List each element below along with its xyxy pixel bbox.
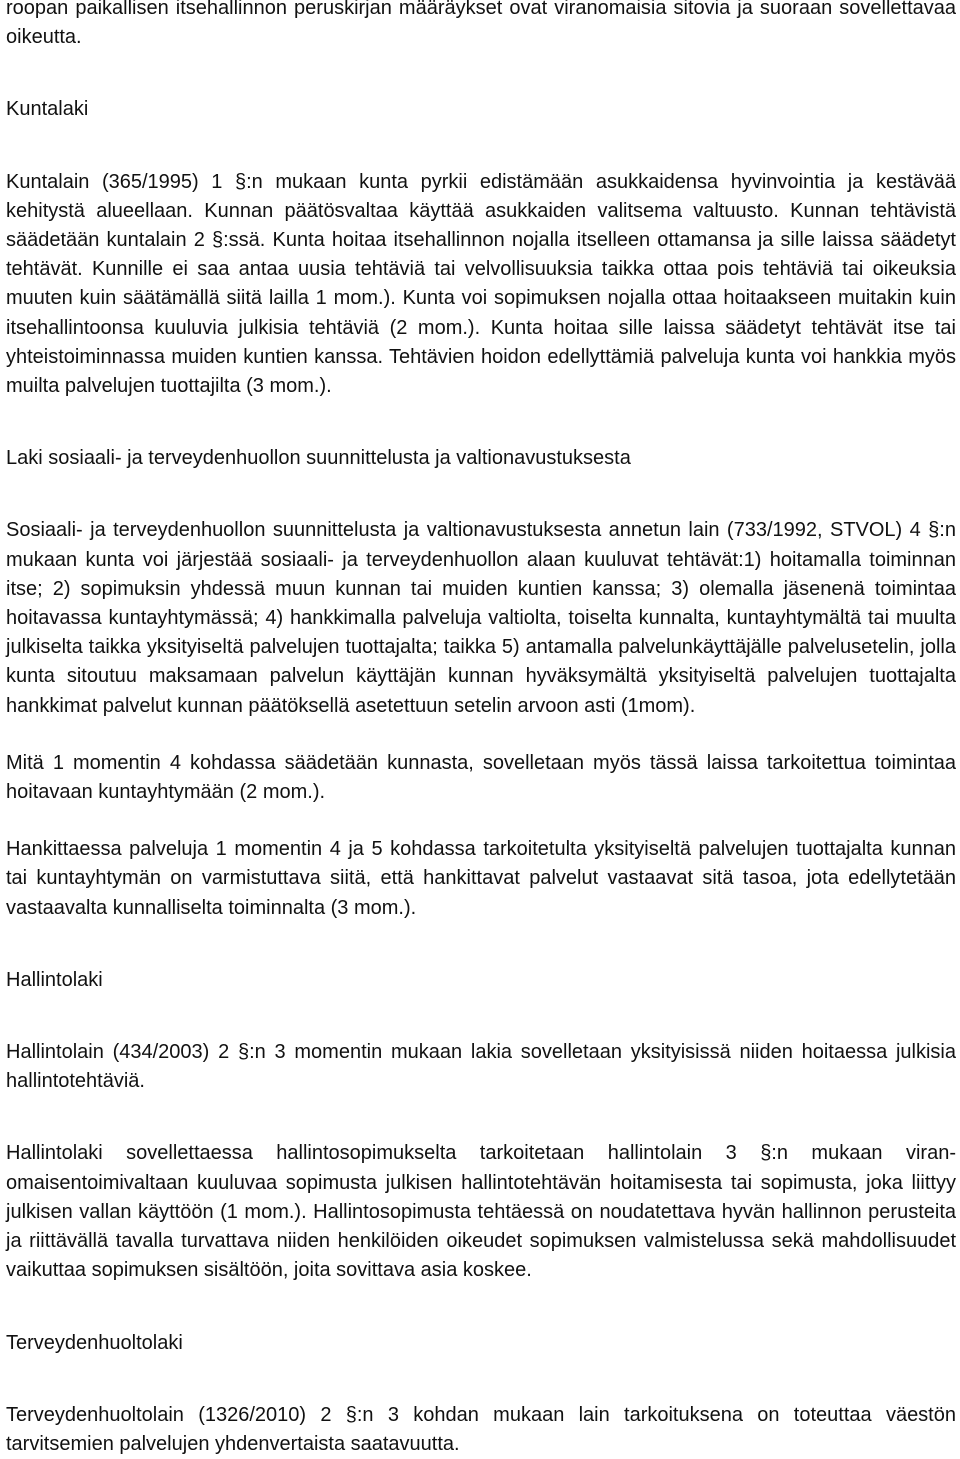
heading-terveydenhuoltolaki: Terveydenhuoltolaki	[6, 1331, 183, 1354]
spacer	[6, 721, 956, 749]
paragraph-hallintosopimus: Hallintolaki sovellettaessa hallintosopimukselta tarkoitetaan hallintolain 3 §:n mukaan viranomaisentoimivaltaan kuuluvaa sopimusta julkisen hallintotehtävän hoitamisesta tai sopimusta, joka liittyy julkisen vallan käyttöön (1 mom.). Hallintosopimusta tehtäessä on noudatettava hyvän hallinnon perusteita ja riittävällä tavalla turvattava niiden henkilöiden oikeudet sopimuksen valmistelussa sekä mahdollisuudet vaikuttaa sopimuksen sisältöön, joita sovittava asia koskee.	[6, 1142, 956, 1282]
heading-hallintolaki: Hallintolaki	[6, 968, 103, 991]
spacer	[6, 995, 956, 1038]
paragraph-stvol-4: Sosiaali- ja terveydenhuollon suunnittelusta ja valtionavustuksesta annetun lain (733/1992, STVOL) 4 §:n mukaan kunta voi järjestää sosiaali- ja terveydenhuollon alaan kuuluvat tehtävät:1) hoitamalla toiminnan itse; 2) sopimuksin yhdessä muun kunnan tai muiden kuntien kanssa; 3) olemalla jäsenenä toimintaa hoitavassa kuntayhtymässä; 4) hankkimalla palveluja valtiolta, toiselta kunnalta, kuntayhtymältä tai muulta julkiselta taikka yksityiseltä palvelujen tuottajalta; taikka 5) antamalla palvelunkäyttäjälle palvelusetelin, jolla kunta sitoutuu maksamaan palvelun käyttäjän kunnan hyväksymältä yksityiseltä palvelujen tuottajalta hankkimat palvelut kunnan päätöksellä asetettuun setelin arvoon asti (1mom).	[6, 519, 956, 717]
spacer	[6, 1096, 956, 1139]
heading-stvol: Laki sosiaali- ja terveydenhuollon suunnittelusta ja valtionavustuksesta	[6, 447, 631, 470]
spacer	[6, 52, 956, 95]
paragraph-charter-continuation: roopan paikallisen itsehallinnon peruskirjan määräykset ovat viranomaisia sitovia ja suoraan sovellettavaa oikeutta.	[6, 0, 956, 49]
paragraph-stvol-4-2: Mitä 1 momentin 4 kohdassa säädetään kunnasta, sovelletaan myös tässä laissa tarkoitettua toimintaa hoitavaan kuntayhtymään (2 mom.).	[6, 751, 956, 804]
paragraph-hallintolaki-2: Hallintolain (434/2003) 2 §:n 3 momentin mukaan lakia sovelletaan yksityisissä niiden hoitaessa julkisia hallintotehtäviä.	[6, 1041, 956, 1093]
spacer	[6, 923, 956, 966]
spacer	[6, 473, 956, 516]
paragraph-stvol-4-3: Hankittaessa palveluja 1 momentin 4 ja 5 kohdassa tarkoitetulta yksityiseltä palvelujen tuottajalta kunnan tai kuntayhtymän on varmistuttava siitä, että hankittavat palvelut vastaavat sitä tasoa, jota edellytetään vastaavalta kunnalliselta toiminnalta (3 mom.).	[6, 838, 956, 919]
document-page	[6, 0, 956, 1459]
spacer	[6, 807, 956, 835]
heading-kuntalaki: Kuntalaki	[6, 98, 89, 121]
paragraph-terveydenhuoltolaki: Terveydenhuoltolain (1326/2010) 2 §:n 3 kohdan mukaan lain tarkoituksena on toteuttaa väestön tarvitsemien palvelujen yhdenvertaista saatavuutta.	[6, 1403, 956, 1455]
spacer	[6, 401, 956, 444]
spacer	[6, 1286, 956, 1329]
paragraph-kuntalaki: Kuntalain (365/1995) 1 §:n mukaan kunta pyrkii edistämään asukkaidensa hyvinvointia ja kestävää kehitystä alueellaan. Kunnan päätösvaltaa käyttää asukkaiden valitsema valtuusto. Kunnan tehtävistä säädetään kuntalain 2 §:ssä. Kunta hoitaa itsehallinnon nojalla itselleen ottamansa ja sille laissa säädetyt tehtävät. Kunnille ei saa antaa uusia tehtäviä tai velvollisuuksia taikka ottaa pois tehtäviä tai oikeuksia muuten kuin säätämällä siitä lailla 1 mom.). Kunta voi sopimuksen nojalla ottaa hoitaakseen muitakin kuin itsehallintoonsa kuuluvia julkisia tehtäviä (2 mom.). Kunta hoitaa sille laissa säädetyt tehtävät itse tai yhteistoiminnassa muiden kuntien kanssa. Tehtävien hoidon edellyttämiä palveluja kunta voi hankkia myös muilta palvelujen tuottajilta (3 mom.).	[6, 170, 956, 398]
spacer	[6, 125, 956, 168]
spacer	[6, 1358, 956, 1401]
